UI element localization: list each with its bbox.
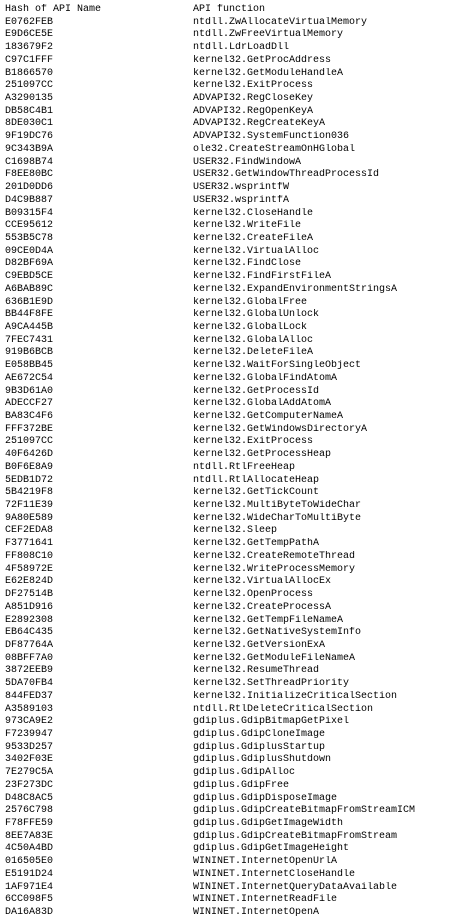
hash-cell: E2892308 <box>5 614 54 626</box>
hash-cell: FFF372BE <box>5 423 54 435</box>
table-row <box>5 220 465 233</box>
hash-cell: 7FEC7431 <box>5 334 54 346</box>
function-cell: kernel32.GetVersionExA <box>193 639 326 651</box>
table-row <box>5 653 465 666</box>
function-cell: gdiplus.GdiplusStartup <box>193 741 326 753</box>
hash-cell: D82BF69A <box>5 258 54 270</box>
table-row <box>5 462 465 475</box>
function-cell: kernel32.GetTempPathA <box>193 538 320 550</box>
hash-cell: B09315F4 <box>5 207 54 219</box>
table-row <box>5 475 465 488</box>
table-row <box>5 665 465 678</box>
hash-cell: 9533D257 <box>5 741 54 753</box>
table-body <box>5 17 465 920</box>
hash-cell: C1698B74 <box>5 156 54 168</box>
table-row <box>5 525 465 538</box>
hash-cell: 251097CC <box>5 80 54 92</box>
hash-cell: 09CE0D4A <box>5 245 54 257</box>
table-row <box>5 80 465 93</box>
hash-cell: 40F6426D <box>5 449 54 461</box>
table-row <box>5 360 465 373</box>
table-row <box>5 576 465 589</box>
function-cell: ntdll.ZwFreeVirtualMemory <box>193 29 344 41</box>
function-cell: kernel32.WideCharToMultiByte <box>193 512 362 524</box>
function-cell: gdiplus.GdiplusShutdown <box>193 754 332 766</box>
hash-cell: D4C9B887 <box>5 194 54 206</box>
header-hash: Hash of API Name <box>5 4 102 15</box>
hash-cell: 636B1E9D <box>5 296 54 308</box>
function-cell: gdiplus.GdipAlloc <box>193 767 296 779</box>
function-cell: kernel32.GetWindowsDirectoryA <box>193 423 368 435</box>
function-cell: kernel32.GlobalFree <box>193 296 308 308</box>
hash-cell: 4F58972E <box>5 563 54 575</box>
table-row <box>5 322 465 335</box>
function-cell: gdiplus.GdipDisposeImage <box>193 792 338 804</box>
table-row <box>5 182 465 195</box>
hash-cell: ADECCF27 <box>5 398 54 410</box>
table-row <box>5 640 465 653</box>
table-row <box>5 704 465 717</box>
function-cell: kernel32.GetModuleFileNameA <box>193 652 356 664</box>
hash-cell: DF27514B <box>5 589 54 601</box>
table-row <box>5 742 465 755</box>
table-row <box>5 386 465 399</box>
table-row <box>5 907 465 920</box>
hash-cell: AE672C54 <box>5 372 54 384</box>
table-row <box>5 93 465 106</box>
table-row <box>5 42 465 55</box>
function-cell: kernel32.CreateProcessA <box>193 601 332 613</box>
table-row <box>5 258 465 271</box>
table-row <box>5 29 465 42</box>
hash-cell: 2576C798 <box>5 805 54 817</box>
hash-cell: 1AF971E4 <box>5 881 54 893</box>
hash-cell: 8EE7A83E <box>5 830 54 842</box>
hash-cell: C97C1FFF <box>5 54 54 66</box>
hash-cell: 201D0DD6 <box>5 182 54 194</box>
table-row <box>5 780 465 793</box>
table-row <box>5 882 465 895</box>
function-cell: gdiplus.GdipCloneImage <box>193 728 326 740</box>
table-row <box>5 589 465 602</box>
table-row <box>5 309 465 322</box>
hash-cell: 9F19DC76 <box>5 131 54 143</box>
hash-cell: 4C50A4BD <box>5 843 54 855</box>
function-cell: kernel32.GlobalFindAtomA <box>193 372 338 384</box>
hash-cell: 251097CC <box>5 436 54 448</box>
table-row <box>5 615 465 628</box>
table-row <box>5 500 465 513</box>
table-row <box>5 398 465 411</box>
hash-cell: 7E279C5A <box>5 767 54 779</box>
function-cell: USER32.wsprintfW <box>193 182 290 194</box>
hash-cell: 9A80E589 <box>5 512 54 524</box>
function-cell: kernel32.InitializeCriticalSection <box>193 690 398 702</box>
function-cell: kernel32.GetTickCount <box>193 487 320 499</box>
function-cell: kernel32.MultiByteToWideChar <box>193 500 362 512</box>
function-cell: kernel32.VirtualAllocEx <box>193 576 332 588</box>
function-cell: ADVAPI32.RegCreateKeyA <box>193 118 326 130</box>
function-cell: kernel32.Sleep <box>193 525 278 537</box>
hash-cell: F78FFE59 <box>5 818 54 829</box>
hash-cell: 23F273DC <box>5 779 54 791</box>
hash-cell: EB64C435 <box>5 627 54 639</box>
table-row <box>5 131 465 144</box>
table-row <box>5 195 465 208</box>
table-row <box>5 347 465 360</box>
function-cell: kernel32.WaitForSingleObject <box>193 360 362 372</box>
function-cell: kernel32.GetProcAddress <box>193 54 332 66</box>
table-row <box>5 106 465 119</box>
function-cell: kernel32.ExitProcess <box>193 80 314 92</box>
table-row <box>5 68 465 81</box>
function-cell: kernel32.CloseHandle <box>193 207 314 219</box>
table-row <box>5 691 465 704</box>
function-cell: kernel32.FindClose <box>193 258 302 270</box>
hash-cell: C9EBD5CE <box>5 271 54 283</box>
function-cell: kernel32.ResumeThread <box>193 665 320 677</box>
function-cell: WININET.InternetCloseHandle <box>193 868 356 880</box>
table-row <box>5 449 465 462</box>
hash-cell: 3402F03E <box>5 754 54 766</box>
hash-cell: A3290135 <box>5 93 54 105</box>
table-row <box>5 335 465 348</box>
hash-cell: A6BAB89C <box>5 283 54 295</box>
table-row <box>5 843 465 856</box>
hash-cell: CCE95612 <box>5 220 54 232</box>
hash-cell: BA83C4F6 <box>5 411 54 422</box>
table-row <box>5 627 465 640</box>
hash-cell: A3589103 <box>5 703 54 715</box>
table-row <box>5 754 465 767</box>
table-row <box>5 157 465 170</box>
function-cell: ntdll.RtlFreeHeap <box>193 461 296 473</box>
table-row <box>5 424 465 437</box>
function-cell: kernel32.WriteProcessMemory <box>193 563 356 575</box>
function-cell: kernel32.SetThreadPriority <box>193 678 350 690</box>
hash-cell: 08BFF7A0 <box>5 652 54 664</box>
table-row <box>5 436 465 449</box>
function-cell: kernel32.DeleteFileA <box>193 347 314 359</box>
function-cell: gdiplus.GdipFree <box>193 779 290 791</box>
table-row <box>5 716 465 729</box>
function-cell: gdiplus.GdipGetImageHeight <box>193 843 350 855</box>
function-cell: kernel32.WriteFile <box>193 220 302 232</box>
function-cell: kernel32.GetProcessHeap <box>193 449 332 461</box>
table-row <box>5 831 465 844</box>
hash-cell: 844FED37 <box>5 690 54 702</box>
hash-cell: DA16A83D <box>5 907 54 919</box>
function-cell: kernel32.GlobalLock <box>193 321 308 333</box>
function-cell: kernel32.GlobalUnlock <box>193 309 320 321</box>
hash-cell: 8DE030C1 <box>5 118 54 130</box>
function-cell: kernel32.ExitProcess <box>193 436 314 448</box>
hash-cell: 973CA9E2 <box>5 716 54 728</box>
api-hash-table <box>5 4 465 920</box>
function-cell: kernel32.GlobalAlloc <box>193 334 314 346</box>
function-cell: ntdll.ZwAllocateVirtualMemory <box>193 16 368 28</box>
function-cell: kernel32.GetComputerNameA <box>193 411 344 422</box>
function-cell: gdiplus.GdipBitmapGetPixel <box>193 716 350 728</box>
hash-cell: 9C343B9A <box>5 143 54 155</box>
table-row <box>5 894 465 907</box>
function-cell: kernel32.GetProcessId <box>193 385 320 397</box>
table-header <box>5 4 465 17</box>
hash-cell: 3872EEB9 <box>5 665 54 677</box>
function-cell: USER32.FindWindowA <box>193 156 302 168</box>
header-function: API function <box>193 4 266 15</box>
hash-cell: 5EDB1D72 <box>5 474 54 486</box>
function-cell: ADVAPI32.SystemFunction036 <box>193 131 350 143</box>
table-row <box>5 564 465 577</box>
hash-cell: 553B5C78 <box>5 232 54 244</box>
hash-cell: E5191D24 <box>5 868 54 880</box>
function-cell: kernel32.FindFirstFileA <box>193 271 332 283</box>
function-cell: WININET.InternetReadFile <box>193 894 338 906</box>
hash-cell: 72F11E39 <box>5 500 54 512</box>
table-row <box>5 297 465 310</box>
table-row <box>5 602 465 615</box>
hash-cell: F8EE80BC <box>5 169 54 181</box>
hash-cell: F7239947 <box>5 728 54 740</box>
function-cell: ADVAPI32.RegOpenKeyA <box>193 105 314 117</box>
table-row <box>5 818 465 831</box>
function-cell: kernel32.GetModuleHandleA <box>193 67 344 79</box>
table-row <box>5 411 465 424</box>
table-row <box>5 513 465 526</box>
hash-cell: 016505E0 <box>5 856 54 868</box>
hash-cell: BB44F8FE <box>5 309 54 321</box>
table-row <box>5 729 465 742</box>
function-cell: WININET.InternetOpenUrlA <box>193 856 338 868</box>
hash-cell: E62E824D <box>5 576 54 588</box>
function-cell: USER32.GetWindowThreadProcessId <box>193 169 380 181</box>
table-row <box>5 869 465 882</box>
function-cell: kernel32.GetTempFileNameA <box>193 614 344 626</box>
function-cell: gdiplus.GdipCreateBitmapFromStream <box>193 830 398 842</box>
hash-cell: E0762FEB <box>5 16 54 28</box>
hash-cell: B0F6E8A9 <box>5 461 54 473</box>
hash-cell: 183679F2 <box>5 42 54 54</box>
table-row <box>5 538 465 551</box>
table-row <box>5 767 465 780</box>
hash-cell: E058BB45 <box>5 360 54 372</box>
hash-cell: DF87764A <box>5 639 54 651</box>
hash-cell: E9D6CE5E <box>5 29 54 41</box>
function-cell: gdiplus.GdipCreateBitmapFromStreamICM <box>193 805 416 817</box>
function-cell: kernel32.GetNativeSystemInfo <box>193 627 362 639</box>
function-cell: ntdll.RtlDeleteCriticalSection <box>193 703 374 715</box>
function-cell: ole32.CreateStreamOnHGlobal <box>193 143 356 155</box>
table-row <box>5 208 465 221</box>
function-cell: WININET.InternetQueryDataAvailable <box>193 881 398 893</box>
function-cell: gdiplus.GdipGetImageWidth <box>193 818 344 829</box>
table-row <box>5 246 465 259</box>
hash-cell: FF808C10 <box>5 550 54 562</box>
function-cell: USER32.wsprintfA <box>193 194 290 206</box>
table-row <box>5 55 465 68</box>
function-cell: kernel32.VirtualAlloc <box>193 245 320 257</box>
function-cell: kernel32.CreateRemoteThread <box>193 550 356 562</box>
hash-cell: F3771641 <box>5 538 54 550</box>
function-cell: kernel32.OpenProcess <box>193 589 314 601</box>
table-row <box>5 17 465 30</box>
table-row <box>5 678 465 691</box>
hash-cell: 5DA70FB4 <box>5 678 54 690</box>
hash-cell: CEF2EDA8 <box>5 525 54 537</box>
table-row <box>5 169 465 182</box>
table-row <box>5 233 465 246</box>
function-cell: ADVAPI32.RegCloseKey <box>193 93 314 105</box>
function-cell: ntdll.RtlAllocateHeap <box>193 474 320 486</box>
table-row <box>5 118 465 131</box>
table-row <box>5 144 465 157</box>
table-row <box>5 487 465 500</box>
hash-cell: 9B3D61A0 <box>5 385 54 397</box>
hash-cell: 6CC098F5 <box>5 894 54 906</box>
function-cell: kernel32.GlobalAddAtomA <box>193 398 332 410</box>
table-row <box>5 805 465 818</box>
hash-cell: D48C8AC5 <box>5 792 54 804</box>
function-cell: WININET.InternetOpenA <box>193 907 320 919</box>
hash-cell: DB58C4B1 <box>5 105 54 117</box>
table-row <box>5 284 465 297</box>
function-cell: kernel32.CreateFileA <box>193 232 314 244</box>
table-row <box>5 373 465 386</box>
hash-cell: 919B6BCB <box>5 347 54 359</box>
table-row <box>5 793 465 806</box>
table-row <box>5 551 465 564</box>
hash-cell: A851D916 <box>5 601 54 613</box>
function-cell: ntdll.LdrLoadDll <box>193 42 290 54</box>
hash-cell: A9CA445B <box>5 321 54 333</box>
hash-cell: B1866570 <box>5 67 54 79</box>
table-row <box>5 271 465 284</box>
hash-cell: 5B4219F8 <box>5 487 54 499</box>
function-cell: kernel32.ExpandEnvironmentStringsA <box>193 283 398 295</box>
